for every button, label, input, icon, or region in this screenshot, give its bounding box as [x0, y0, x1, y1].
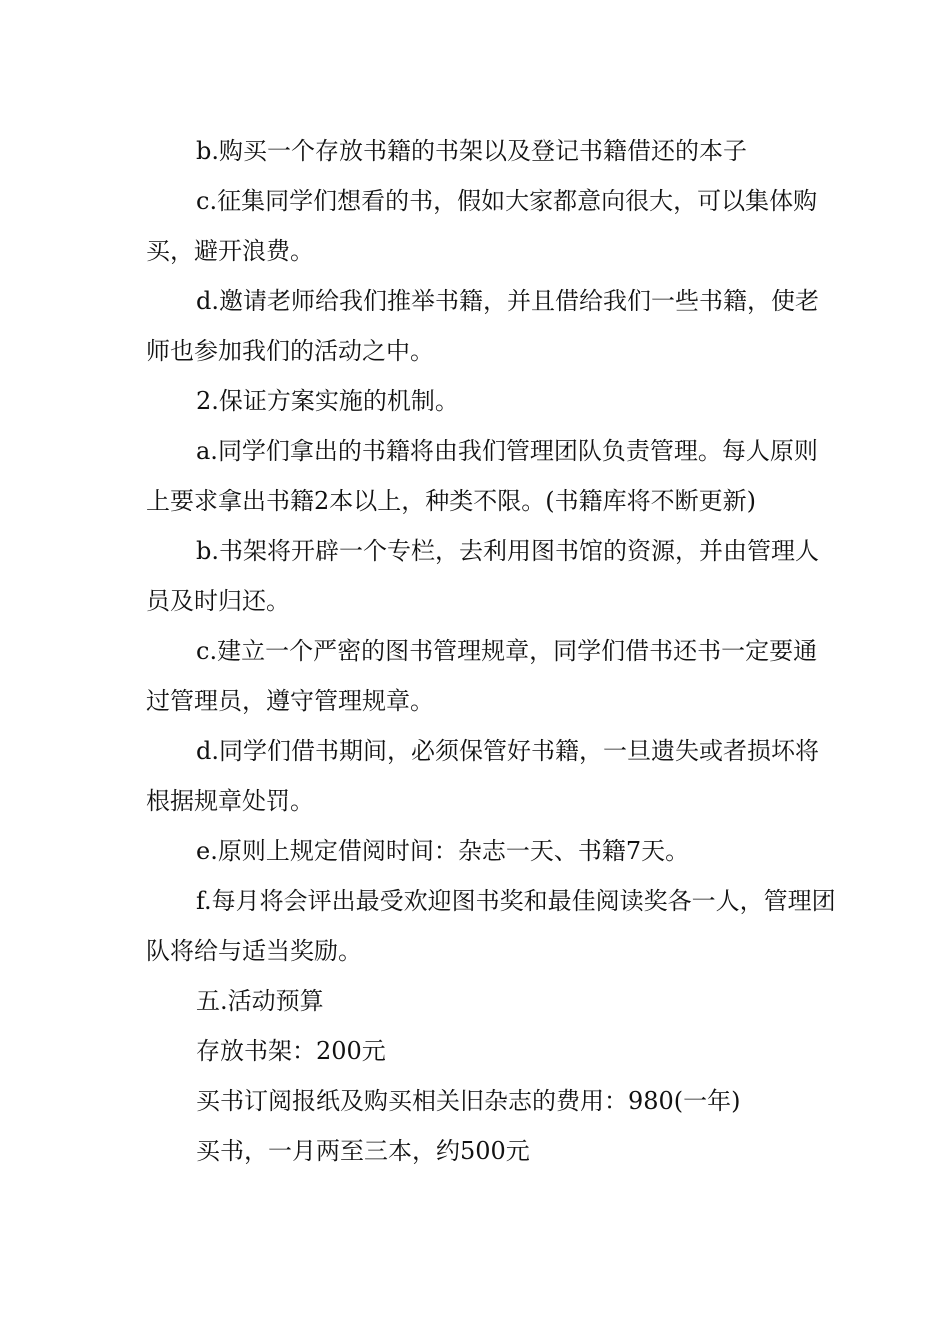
- budget-item-subscriptions: 买书订阅报纸及购买相关旧杂志的费用：980(一年): [196, 1087, 741, 1115]
- document-body: [146, 126, 836, 1176]
- paragraph-d-care: d.同学们借书期间，必须保管好书籍，一旦遗失或者损坏将根据规章处罚。: [146, 737, 819, 815]
- paragraph-b-bookshelf: b.购买一个存放书籍的书架以及登记书籍借还的本子: [196, 137, 747, 165]
- paragraph-f-awards: f.每月将会评出最受欢迎图书奖和最佳阅读奖各一人，管理团队将给与适当奖励。: [146, 887, 836, 965]
- budget-item-bookshelf: 存放书架：200元: [196, 1037, 386, 1065]
- paragraph-c-collect-books: c.征集同学们想看的书，假如大家都意向很大，可以集体购买，避开浪费。: [146, 187, 818, 265]
- paragraph-a-management: a.同学们拿出的书籍将由我们管理团队负责管理。每人原则上要求拿出书籍2本以上，种类不限。(书籍库将不断更新): [146, 437, 818, 515]
- budget-item-books: 买书，一月两至三本，约500元: [196, 1137, 530, 1165]
- section-heading-mechanism: 2.保证方案实施的机制。: [196, 387, 459, 415]
- paragraph-b-column: b.书架将开辟一个专栏，去利用图书馆的资源，并由管理人员及时归还。: [146, 537, 819, 615]
- paragraph-e-borrow-time: e.原则上规定借阅时间：杂志一天、书籍7天。: [196, 837, 690, 865]
- section-heading-budget: 五.活动预算: [196, 987, 324, 1015]
- paragraph-c-rules: c.建立一个严密的图书管理规章，同学们借书还书一定要通过管理员，遵守管理规章。: [146, 637, 818, 715]
- paragraph-d-invite-teachers: d.邀请老师给我们推举书籍，并且借给我们一些书籍，使老师也参加我们的活动之中。: [146, 287, 819, 365]
